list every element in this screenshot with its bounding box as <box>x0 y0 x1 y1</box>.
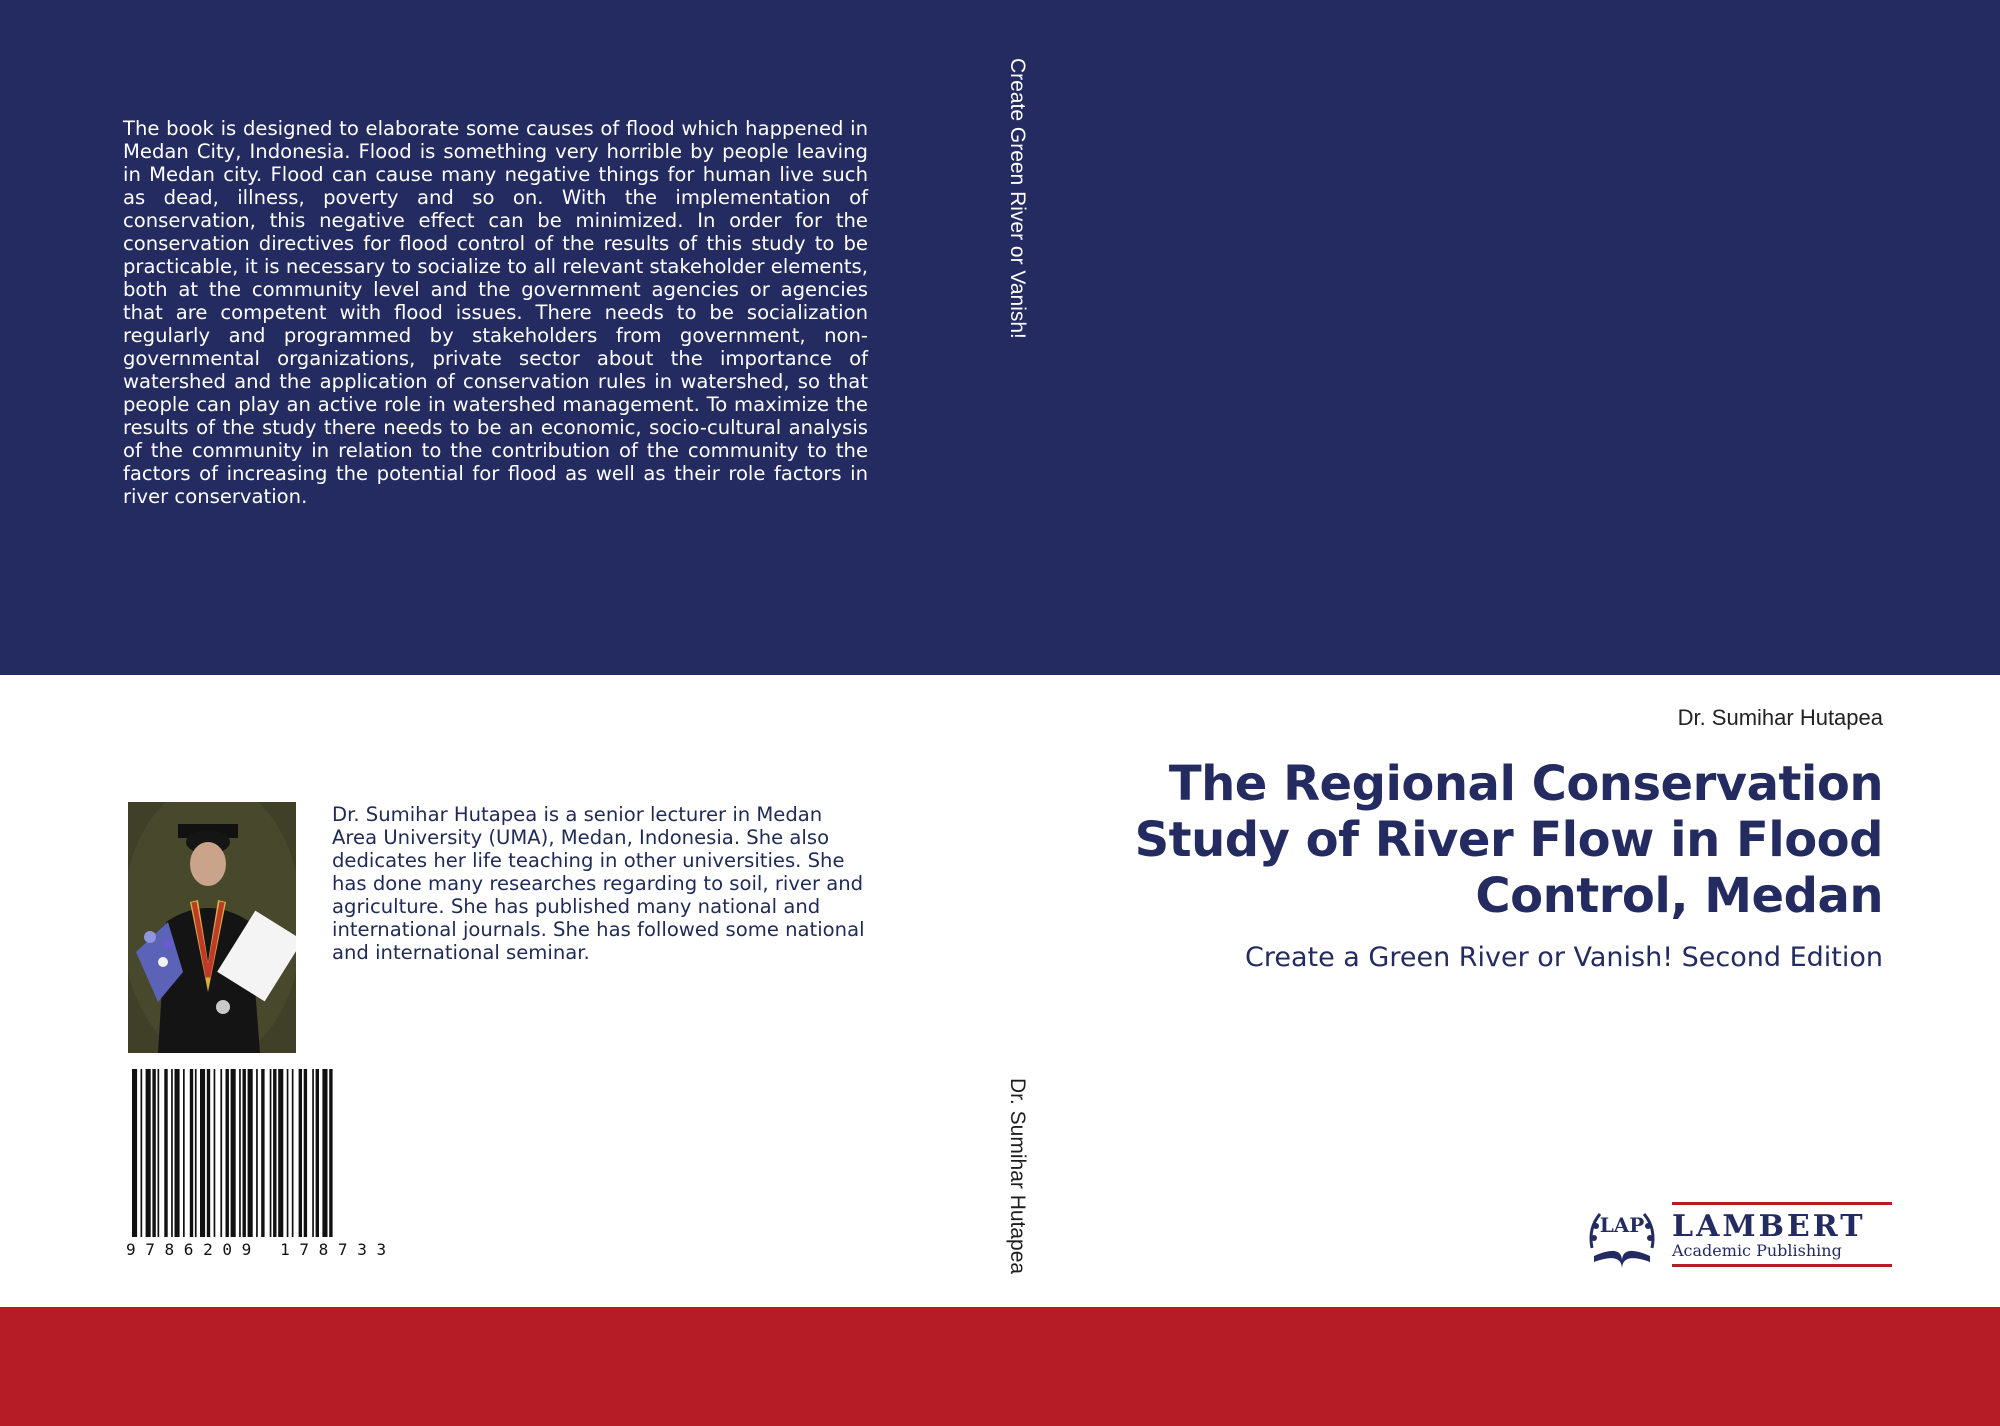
barcode-bar <box>164 1069 167 1237</box>
barcode-bar <box>152 1069 155 1237</box>
barcode-bar <box>132 1069 137 1237</box>
barcode-bar <box>243 1069 246 1237</box>
isbn-digits: 9 7 8 6 2 0 9 1 7 8 7 3 3 <box>126 1240 387 1259</box>
bottom-red-band <box>0 1307 2000 1426</box>
barcode-bar <box>261 1069 264 1237</box>
barcode-bar <box>214 1069 216 1237</box>
publisher-logo <box>1586 1198 1896 1272</box>
barcode-bar <box>190 1069 193 1237</box>
barcode-bar <box>226 1069 229 1237</box>
lap-emblem-text: LAP <box>1599 1213 1645 1237</box>
spine-author: Dr. Sumihar Hutapea <box>1006 1078 1029 1275</box>
barcode-bar <box>316 1069 319 1237</box>
barcode-bar <box>270 1069 272 1237</box>
publisher-name: LAMBERT <box>1672 1209 1866 1244</box>
book-title: The Regional Conservation Study of River Flow in Flood Control, Medan <box>1134 756 1883 924</box>
barcode-bar <box>278 1069 283 1237</box>
barcode-bar <box>231 1069 236 1237</box>
isbn-barcode <box>124 1069 444 1261</box>
lap-emblem-icon <box>1591 1213 1653 1268</box>
barcode-bar <box>329 1069 332 1237</box>
book-subtitle: Create a Green River or Vanish! Second Edition <box>1245 942 1883 973</box>
barcode-bar <box>304 1069 307 1237</box>
back-cover-blurb: The book is designed to elaborate some causes of flood which happened in Medan City, Indonesia. Flood is something very horrible by people leaving in Medan city. Flood can cause many negative things for human live such as dead, illness, poverty and so on. With the implementation of conservation, this negative effect can be minimized. In order for the conservation directives for flood control of the results of this study to be practicable, it is necessary to socialize to all relevant stakeholder elements, both at the community level and the government agencies or agencies that are competent with flood issues. There needs to be socialization regularly and programmed by stakeholders from government, non-governmental organizations, private sector about the importance of watershed and the application of conservation rules in watershed, so that people can play an active role in watershed management. To maximize the results of the study there needs to be an economic, socio-cultural analysis of the community in relation to the contribution of the community to the factors of increasing the potential for flood as well as their role factors in river conservation. <box>123 117 868 508</box>
barcode-bar <box>256 1069 258 1237</box>
barcode-bar <box>299 1069 302 1237</box>
barcode-bar <box>207 1069 210 1237</box>
author-photo <box>128 802 296 1053</box>
author-bio: Dr. Sumihar Hutapea is a senior lecturer in Medan Area University (UMA), Medan, Indonesia. She also dedicates her life teaching in other universities. She has done many researches regarding to soil, river and agriculture. She has published many national and international journals. She has followed some national and international seminar. <box>332 803 865 964</box>
barcode-bar <box>248 1069 253 1237</box>
barcode-bar <box>141 1069 143 1237</box>
barcode-bar <box>239 1069 241 1237</box>
front-cover-author: Dr. Sumihar Hutapea <box>1677 705 1883 730</box>
barcode-bar <box>220 1069 222 1237</box>
spine-title: Create Green River or Vanish! <box>1006 58 1029 339</box>
barcode-bar <box>322 1069 327 1237</box>
publisher-tagline: Academic Publishing <box>1672 1241 1842 1260</box>
barcode-bar <box>273 1069 276 1237</box>
barcode-bar <box>312 1069 314 1237</box>
barcode-bar <box>287 1069 289 1237</box>
barcode-bar <box>183 1069 185 1237</box>
barcode-bar <box>171 1069 173 1237</box>
barcode-bar <box>146 1069 151 1237</box>
barcode-bar <box>292 1069 294 1237</box>
barcode-bar <box>158 1069 160 1237</box>
barcode-bar <box>175 1069 180 1237</box>
barcode-bar <box>195 1069 197 1237</box>
barcode-bar <box>200 1069 205 1237</box>
